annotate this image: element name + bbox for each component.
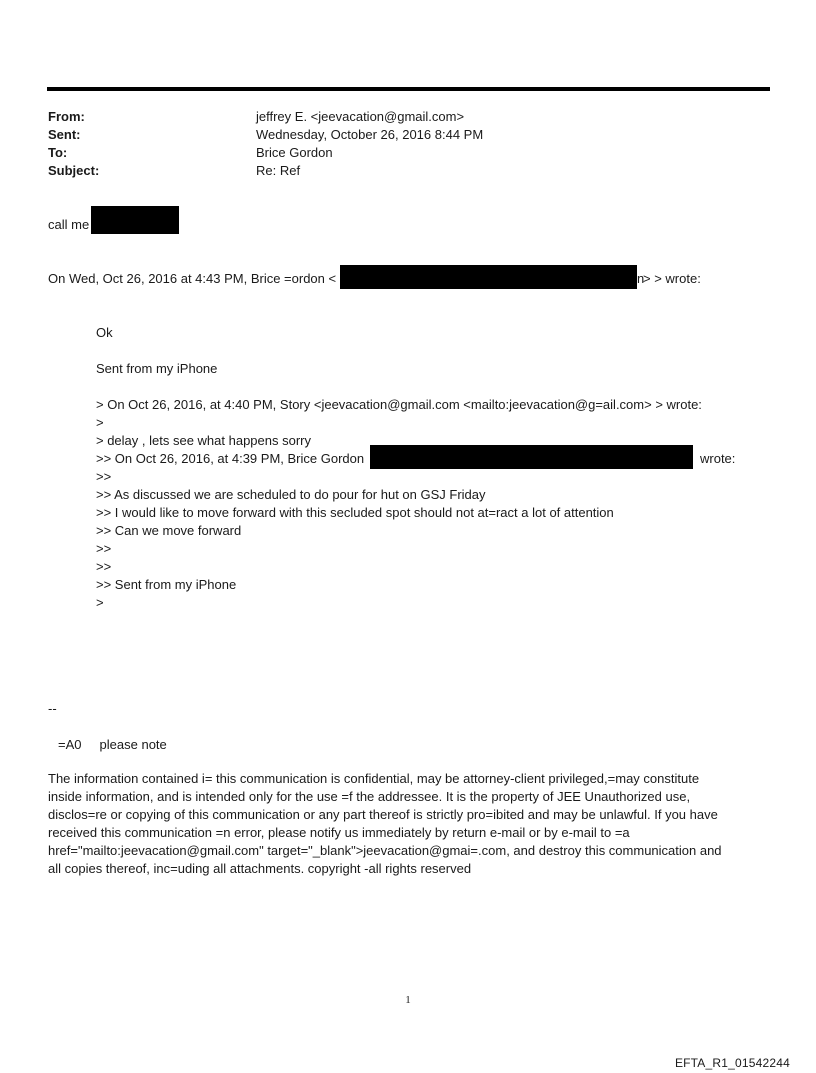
quoted-delay-line: > delay , lets see what happens sorry: [96, 433, 311, 448]
quoted-story-line: > On Oct 26, 2016, at 4:40 PM, Story <jeevacation@gmail.com <mailto:jeevacation@g=ail.com> > wrote:: [96, 397, 702, 412]
quote-intro-tail: n: [637, 271, 645, 286]
to-label: To:: [48, 145, 68, 160]
from-value: jeffrey E. <jeevacation@gmail.com>: [256, 109, 465, 124]
quoted-line: >>: [96, 541, 112, 556]
quoted-move-line: >> I would like to move forward with this secluded spot should not at=ract a lot of attention: [96, 505, 614, 520]
quoted-ok: Ok: [96, 325, 113, 340]
subject-value: Re: Ref: [256, 163, 301, 178]
quoted-sent-from-iphone-2: >> Sent from my iPhone: [96, 577, 237, 592]
quote-intro-wrote: > > wrote:: [643, 271, 701, 286]
quote-intro: On Wed, Oct 26, 2016 at 4:43 PM, Brice =ordon <: [48, 271, 337, 286]
sent-label: Sent:: [48, 127, 81, 142]
quoted-line: >: [96, 595, 104, 610]
quoted-brice-line: >> On Oct 26, 2016, at 4:39 PM, Brice Gordon: [96, 451, 365, 466]
confidentiality-disclaimer: The information contained i= this communication is confidential, may be attorney-client privileged,=may constitute inside information, and is intended only for the use =f the addressee. It is the property of JEE Unauthorized use, disclos=re or copying of this communication or any part thereof is strictly pro=ibited and may be unlawful. If you have received this communication =n error, please notify us immediately by return e-mail or by e-mail to =a href="mailto:jeevacation@gmail.com" target="_blank">jeevacation@gmai=.com, and destroy this communication and all copies thereof, inc=uding all attachments. copyright -all rights reserved: [48, 771, 722, 876]
to-value: Brice Gordon: [256, 145, 333, 160]
quoted-line: >>: [96, 559, 112, 574]
quoted-line: >: [96, 415, 104, 430]
sent-value: Wednesday, October 26, 2016 8:44 PM: [256, 127, 484, 142]
subject-label: Subject:: [48, 163, 100, 178]
signature-dashes: --: [48, 701, 57, 716]
redaction-box: [340, 265, 637, 289]
quoted-brice-wrote: wrote:: [700, 451, 736, 466]
page-number: 1: [405, 994, 411, 1006]
bates-number: EFTA_R1_01542244: [674, 1056, 790, 1070]
quoted-can-move-line: >> Can we move forward: [96, 523, 242, 538]
quoted-line: >>: [96, 469, 112, 484]
header-rule: [47, 87, 770, 91]
redaction-box: [370, 445, 693, 469]
quoted-discussed-line: >> As discussed we are scheduled to do pour for hut on GSJ Friday: [96, 487, 486, 502]
signature-note: =A0 please note: [58, 737, 167, 752]
reply-text: call me: [48, 217, 90, 232]
from-label: From:: [48, 109, 85, 124]
quoted-sent-from-iphone: Sent from my iPhone: [96, 361, 218, 376]
redaction-box: [91, 206, 179, 234]
